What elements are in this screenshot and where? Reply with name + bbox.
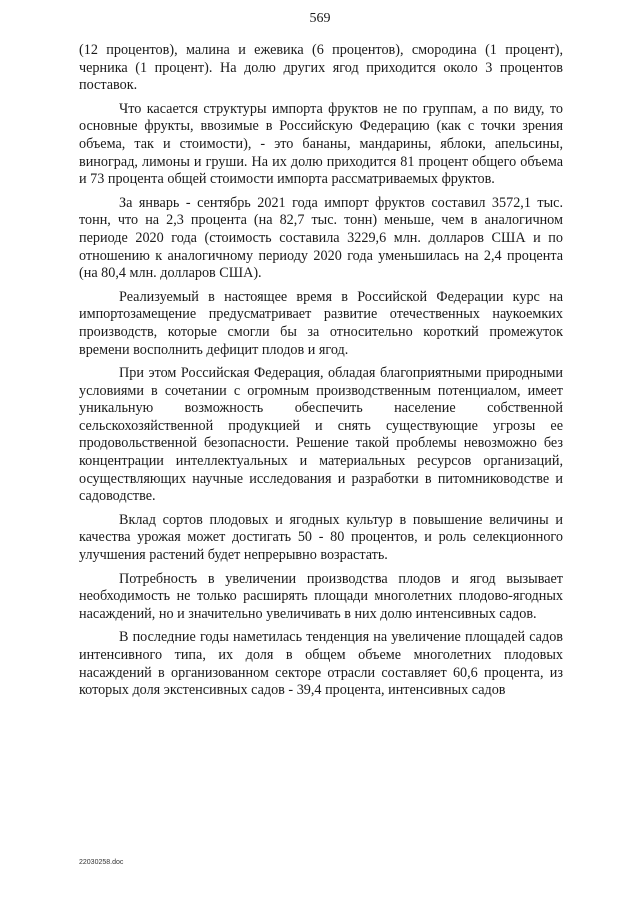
paragraph-import-volume-2021: За январь - сентябрь 2021 года импорт фруктов составил 3572,1 тыс. тонн, что на 2,3 процента (на 82,7 тыс. тонн) меньше, чем в аналогичном периоде 2020 года (стоимость составила 3229,6 млн. долларов США и по отношению к аналогичному периоду 2020 года уменьшилась на 2,4 процента (на 80,4 млн. долларов США). [79, 194, 563, 282]
paragraph-import-substitution: Реализуемый в настоящее время в Российской Федерации курс на импортозамещение предусматривает развитие отечественных наукоемких производств, которые смогли бы за относительно короткий промежуток времени восполнить дефицит плодов и ягод. [79, 288, 563, 358]
document-body [79, 42, 563, 706]
paragraph-berry-imports: (12 процентов), малина и ежевика (6 процентов), смородина (1 процент), черника (1 процент). На долю других ягод приходится около 3 процентов поставок. [79, 42, 563, 94]
paragraph-intensive-orchards: В последние годы наметилась тенденция на увеличение площадей садов интенсивного типа, их доля в общем объеме многолетних плодовых насаждений в организованном секторе отрасли составляет 60,6 процента, из которых доля экстенсивных садов - 39,4 процента, интенсивных садов [79, 629, 563, 699]
paragraph-varieties-contribution: Вклад сортов плодовых и ягодных культур в повышение величины и качества урожая может достигать 50 - 80 процентов, и роль селекционного улучшения растений будет непрерывно возрастать. [79, 511, 563, 564]
page-number: 569 [309, 11, 331, 26]
paragraph-fruit-import-structure: Что касается структуры импорта фруктов не по группам, а по виду, то основные фрукты, ввозимые в Российскую Федерацию (как с точки зрения объема, так и стоимости), - это бананы, мандарины, яблоки, апельсины, виноград, лимоны и груши. На их долю приходится 81 процент общего объема и 73 процента общей стоимости импорта рассматриваемых фруктов. [79, 100, 563, 188]
file-name-footer: 22030258.doc [79, 859, 124, 866]
paragraph-production-need: Потребность в увеличении производства плодов и ягод вызывает необходимость не только расширять площади многолетних плодово-ягодных насаждений, но и значительно увеличивать в них долю интенсивных садов. [79, 570, 563, 622]
paragraph-food-security: При этом Российская Федерация, обладая благоприятными природными условиями в сочетании с огромным производственным потенциалом, имеет уникальную возможность обеспечить население собственной сельскохозяйственной продукцией и снять существующие угрозы ее продовольственной безопасности. Решение такой проблемы невозможно без концентрации интеллектуальных и материальных ресурсов организаций, осуществляющих научные исследования и разработки в питомниководстве и садоводстве. [79, 365, 563, 505]
